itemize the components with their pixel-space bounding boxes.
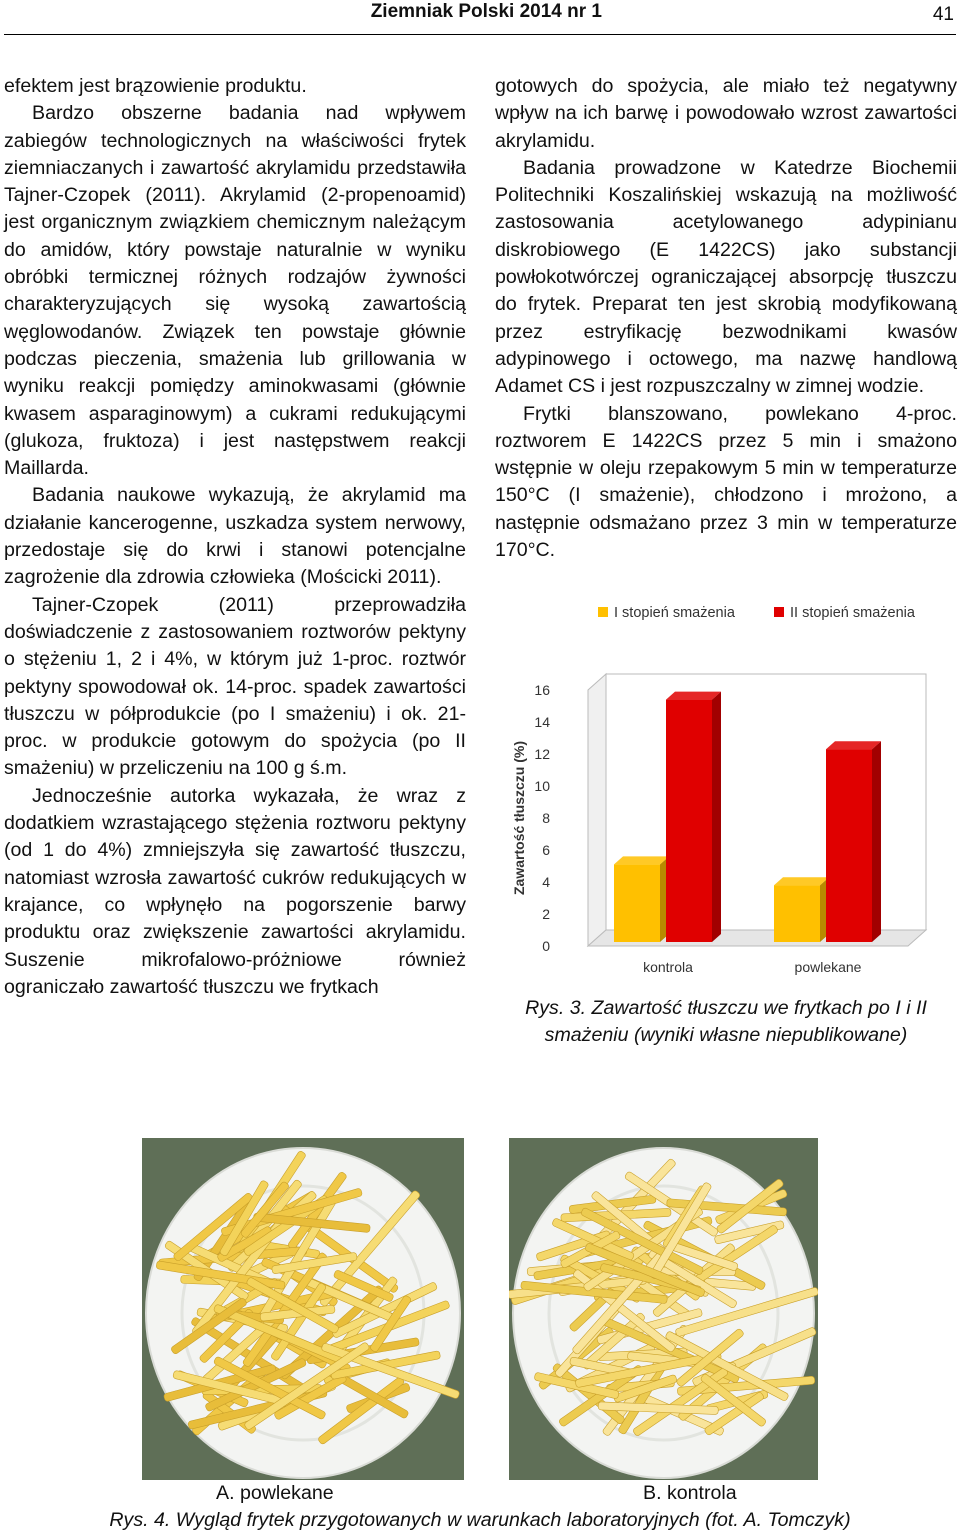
legend-swatch <box>774 607 784 617</box>
legend-item-series-2 <box>774 605 915 621</box>
y-tick-label: 0 <box>542 938 550 954</box>
legend-label: I stopień smażenia <box>614 605 735 621</box>
paragraph: Bardzo obszerne badania nad wpływem zabiegów technologicznych na właściwości frytek ziemniaczanych i zawartość akrylamidu przedstawiła Tajner-Czopek (2011). Akrylamid (2-propenoamid) jest organicznym związkiem chemicznym należącym do amidów, który powstaje naturalnie w wyniku obróbki termicznej różnych rodzajów żywności charakteryzujących się wysoką zawartością węglowodanów. Związek ten powstaje głównie podczas pieczenia, smażenia lub grillowania w wyniku reakcji pomiędzy aminokwasami (głównie kwasem asparaginowym) a cukrami redukującymi (glukoza, fruktoza) i jest następstwem reakcji Maillarda. <box>4 102 466 480</box>
y-tick-label: 16 <box>534 682 550 698</box>
fat-content-bar-chart <box>500 640 940 985</box>
photo-b-label: B. kontrola <box>643 1482 737 1504</box>
page-number: 41 <box>932 4 954 25</box>
y-tick-label: 8 <box>542 810 550 826</box>
left-text-column <box>4 73 466 1001</box>
legend-label: II stopień smażenia <box>790 605 915 621</box>
bar-side <box>872 741 881 942</box>
photo-control-fries <box>509 1138 818 1480</box>
bar-powlekane-1 <box>774 885 820 942</box>
chart-side-wall <box>588 674 606 946</box>
fries-on-plate-image <box>142 1138 464 1480</box>
paragraph: Jednocześnie autorka wykazała, że wraz z dodatkiem wzrastającego stężenia roztworu pektyny (od 1 do 4%) zmniejszyła się zawartość tłuszczu, natomiast wzrosła zawartość cukrów redukujących w krajance, co wpłynęło na pogorszenie barwy produktu oraz zwiększenie zawartości akrylamidu. Suszenie mikrofalowo-próżniowe również ograniczało zawartość tłuszczu we frytkach <box>4 784 466 998</box>
bar-top <box>826 741 881 749</box>
x-tick-label: powlekane <box>794 959 862 975</box>
fries-on-plate-image <box>509 1138 818 1480</box>
y-tick-label: 10 <box>534 778 550 794</box>
photo-coated-fries <box>142 1138 464 1480</box>
legend-swatch <box>598 607 608 617</box>
paragraph: Badania naukowe wykazują, że akrylamid ma działanie kancerogenne, uszkadza system nerwowy, przedostaje się do krwi i stanowi potencjalne zagrożenie dla zdrowia człowieka (Mościcki 2011). <box>4 484 466 589</box>
y-tick-label: 6 <box>542 842 550 858</box>
figure-3-caption: Rys. 3. Zawartość tłuszczu we frytkach po I i II smażeniu (wyniki własne niepublikowane) <box>525 997 927 1046</box>
paragraph: gotowych do spożycia, ale miało też negatywny wpływ na ich barwę i powodowało wzrost zawartości akrylamidu. <box>495 75 957 152</box>
photo-a-label: A. powlekane <box>216 1482 334 1504</box>
right-text-column <box>495 73 957 564</box>
y-tick-label: 4 <box>542 874 550 890</box>
bar-top <box>666 692 721 700</box>
bar-kontrola-1 <box>614 864 660 942</box>
paragraph: Badania prowadzone w Katedrze Biochemii Politechniki Koszalińskiej wskazują na możliwość zastosowania acetylowanego adypinianu diskrobiowego (E 1422CS) jako substancji powłokotwórczej ograniczającej absorpcję tłuszczu do frytek. Preparat ten jest skrobią modyfikowaną przez estryfikację bezwodnikami kwasów adypinowego i octowego, ma nazwę handlową Adamet CS i jest rozpuszczalny w zimnej wodzie. <box>495 156 957 398</box>
bar-powlekane-2 <box>826 749 872 942</box>
paragraph: Tajner-Czopek (2011) przeprowadziła doświadczenie z zastosowaniem roztworów pektyny o stężeniu 1, 2 i 4%, w którym już 1-proc. roztwór pektyny spowodował ok. 14-proc. spadek zawartości tłuszczu w półprodukcie (po I smażeniu) i ok. 21-proc. w produkcie gotowym do spożycia (po II smażeniu) w przeliczeniu na 100 g ś.m. <box>4 593 466 780</box>
y-axis-label: Zawartość tłuszczu (%) <box>511 740 527 896</box>
page-header <box>4 0 956 35</box>
bar-kontrola-2 <box>666 700 712 942</box>
bar-top <box>614 856 669 864</box>
bar-side <box>712 692 721 942</box>
paragraph: Frytki blanszowano, powlekano 4-proc. roztworem E 1422CS przez 5 min i smażono wstępnie w oleju rzepakowym 5 min w temperaturze 150°C (I smażenie), chłodzono i mrożono, a następnie odsmażano przez 3 min w temperaturze 170°C. <box>495 402 957 562</box>
journal-title: Ziemniak Polski 2014 nr 1 <box>370 1 602 22</box>
legend-item-series-1 <box>598 605 735 621</box>
bar-top <box>774 877 829 885</box>
y-tick-label: 12 <box>534 746 550 762</box>
figure-4-caption: Rys. 4. Wygląd frytek przygotowanych w warunkach laboratoryjnych (fot. A. Tomczyk) <box>109 1509 851 1531</box>
paragraph: efektem jest brązowienie produktu. <box>4 75 307 97</box>
y-tick-label: 14 <box>534 714 550 730</box>
x-tick-label: kontrola <box>643 959 693 975</box>
y-tick-label: 2 <box>542 906 550 922</box>
